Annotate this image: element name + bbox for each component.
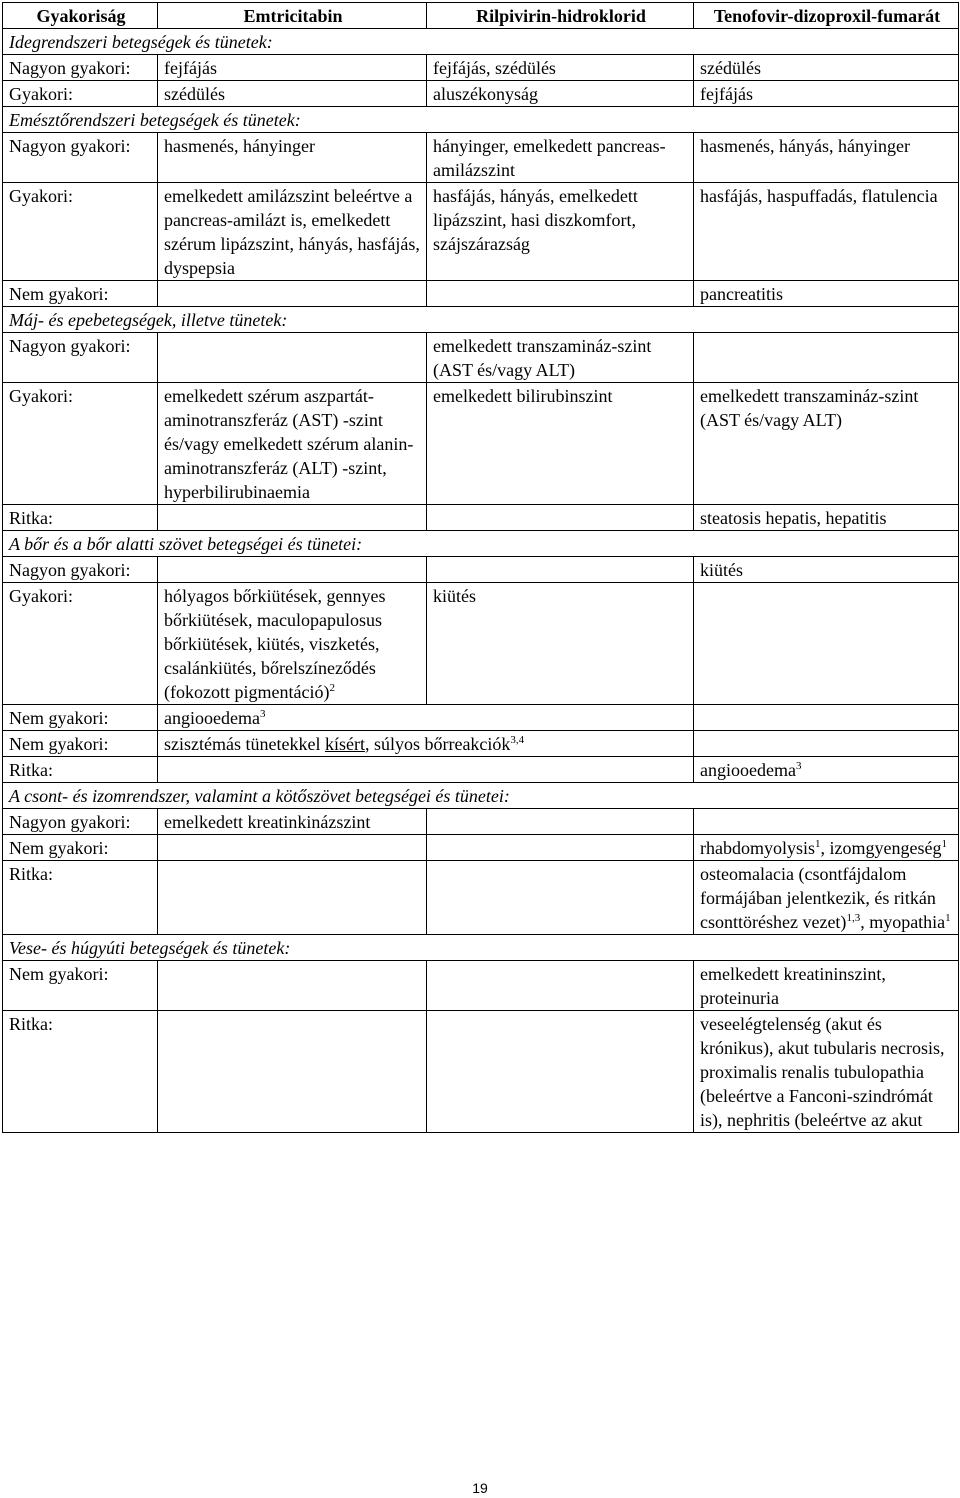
tenofovir-cell [694, 333, 959, 383]
rilpivirine-cell: hasfájás, hányás, emelkedett lipázszint, hasi diszkomfort, szájszárazság [427, 183, 694, 281]
section-gastrointestinal: Emésztőrendszeri betegségek és tünetek: [3, 107, 959, 133]
cell-text-underlined: kísért [324, 734, 365, 754]
footnote-ref: 1 [945, 912, 951, 924]
header-emtricitabine: Emtricitabin [158, 3, 427, 29]
tenofovir-cell: hasmenés, hányás, hányinger [694, 133, 959, 183]
emtricitabine-cell [158, 505, 427, 531]
section-renal: Vese- és húgyúti betegségek és tünetek: [3, 935, 959, 961]
tenofovir-cell [694, 809, 959, 835]
frequency-cell: Nem gyakori: [3, 835, 158, 861]
header-frequency: Gyakoriság [3, 3, 158, 29]
rilpivirine-cell [427, 961, 694, 1011]
emtricitabine-cell: emelkedett kreatinkinázszint [158, 809, 427, 835]
emtricitabine-cell: hasmenés, hányinger [158, 133, 427, 183]
emtricitabine-cell [158, 861, 427, 935]
table-row [3, 961, 959, 1011]
rilpivirine-cell: kiütés [427, 583, 694, 705]
frequency-cell: Gyakori: [3, 583, 158, 705]
table-row [3, 183, 959, 281]
frequency-cell: Ritka: [3, 505, 158, 531]
tenofovir-cell: steatosis hepatis, hepatitis [694, 505, 959, 531]
adverse-reactions-table [2, 2, 959, 1133]
frequency-cell: Nagyon gyakori: [3, 557, 158, 583]
cell-text: , myopathia [860, 912, 946, 932]
table-row [3, 861, 959, 935]
frequency-cell: Ritka: [3, 861, 158, 935]
emtricitabine-cell [158, 281, 427, 307]
tenofovir-cell [694, 757, 959, 783]
cell-text: angiooedema [700, 760, 796, 780]
rilpivirine-cell: emelkedett bilirubinszint [427, 383, 694, 505]
section-hepatobiliary: Máj- és epebetegségek, illetve tünetek: [3, 307, 959, 333]
section-row [3, 783, 959, 809]
footnote-ref: 3 [795, 760, 802, 772]
cell-text: angiooedema [164, 708, 260, 728]
emtricitabine-cell [158, 333, 427, 383]
frequency-cell: Gyakori: [3, 183, 158, 281]
table-row [3, 55, 959, 81]
tenofovir-cell [694, 705, 959, 731]
table-row [3, 731, 959, 757]
table-row [3, 705, 959, 731]
table-row [3, 505, 959, 531]
table-row [3, 1011, 959, 1133]
header-tenofovir: Tenofovir-dizoproxil-fumarát [694, 3, 959, 29]
tenofovir-cell: hasfájás, haspuffadás, flatulencia [694, 183, 959, 281]
section-row [3, 307, 959, 333]
emtricitabine-cell [158, 705, 694, 731]
table-row [3, 835, 959, 861]
emtricitabine-cell [158, 583, 427, 705]
cell-text: hólyagos bőrkiütések, gennyes bőrkiütések, maculopapulosus bőrkiütések, kiütés, viszketés, csalánkiütés, bőrelszíneződés (fokozott pigmentáció) [164, 586, 386, 702]
tenofovir-cell [694, 861, 959, 935]
rilpivirine-cell: aluszékonyság [427, 81, 694, 107]
section-musculoskeletal: A csont- és izomrendszer, valamint a kötőszövet betegségei és tünetei: [3, 783, 959, 809]
frequency-cell: Nem gyakori: [3, 731, 158, 757]
emtricitabine-cell: emelkedett amilázszint beleértve a pancreas-amilázt is, emelkedett szérum lipázszint, hányás, hasfájás, dyspepsia [158, 183, 427, 281]
tenofovir-cell: emelkedett kreatininszint, proteinuria [694, 961, 959, 1011]
footnote-ref: 2 [329, 682, 335, 694]
section-nervous-system: Idegrendszeri betegségek és tünetek: [3, 29, 959, 55]
frequency-cell: Nem gyakori: [3, 281, 158, 307]
tenofovir-cell: fejfájás [694, 81, 959, 107]
frequency-cell: Gyakori: [3, 81, 158, 107]
rilpivirine-cell [427, 1011, 694, 1133]
table-header-row [3, 3, 959, 29]
frequency-cell: Ritka: [3, 757, 158, 783]
emtricitabine-cell: szédülés [158, 81, 427, 107]
table-row [3, 333, 959, 383]
frequency-cell: Nagyon gyakori: [3, 809, 158, 835]
tenofovir-cell [694, 583, 959, 705]
section-row [3, 107, 959, 133]
tenofovir-cell: szédülés [694, 55, 959, 81]
header-rilpivirine: Rilpivirin-hidroklorid [427, 3, 694, 29]
footnote-ref: 1,3 [846, 912, 861, 924]
frequency-cell: Nagyon gyakori: [3, 55, 158, 81]
tenofovir-cell: emelkedett transzamináz-szint (AST és/vagy ALT) [694, 383, 959, 505]
emtricitabine-cell [158, 557, 427, 583]
section-row [3, 29, 959, 55]
footnote-ref: 3 [259, 708, 266, 720]
table-row [3, 133, 959, 183]
rilpivirine-cell: hányinger, emelkedett pancreas-amilázszint [427, 133, 694, 183]
table-row [3, 583, 959, 705]
frequency-cell: Gyakori: [3, 383, 158, 505]
tenofovir-cell: kiütés [694, 557, 959, 583]
table-row [3, 81, 959, 107]
emtricitabine-cell [158, 1011, 427, 1133]
section-skin: A bőr és a bőr alatti szövet betegségei és tünetei: [3, 531, 959, 557]
emtricitabine-cell: emelkedett szérum aszpartát-aminotranszferáz (AST) -szint és/vagy emelkedett szérum alanin-aminotranszferáz (ALT) -szint, hyperbilirubinaemia [158, 383, 427, 505]
cell-text: osteomalacia (csontfájdalom formájában jelentkezik, és ritkán csonttöréshez vezet) [700, 864, 936, 932]
section-row [3, 531, 959, 557]
tenofovir-cell: pancreatitis [694, 281, 959, 307]
frequency-cell: Ritka: [3, 1011, 158, 1133]
emtricitabine-cell [158, 731, 694, 757]
footnote-ref: 3,4 [510, 734, 525, 746]
tenofovir-cell [694, 835, 959, 861]
table-row [3, 809, 959, 835]
emtricitabine-cell [158, 835, 427, 861]
rilpivirine-cell: fejfájás, szédülés [427, 55, 694, 81]
cell-text: szisztémás tünetekkel [164, 734, 325, 754]
rilpivirine-cell [427, 861, 694, 935]
cell-text: rhabdomyolysis [700, 838, 815, 858]
cell-text: , izomgyengeség [820, 838, 942, 858]
footnote-ref: 1 [815, 838, 821, 850]
rilpivirine-cell [427, 557, 694, 583]
emtricitabine-cell: fejfájás [158, 55, 427, 81]
table-row [3, 281, 959, 307]
emtricitabine-cell [158, 961, 427, 1011]
rilpivirine-cell [427, 835, 694, 861]
frequency-cell: Nem gyakori: [3, 961, 158, 1011]
footnote-ref: 1 [941, 838, 947, 850]
page-number: 19 [472, 1480, 488, 1496]
frequency-cell: Nem gyakori: [3, 705, 158, 731]
cell-text: , súlyos bőrreakciók [364, 734, 511, 754]
frequency-cell: Nagyon gyakori: [3, 133, 158, 183]
section-row [3, 935, 959, 961]
table-row [3, 383, 959, 505]
emtricitabine-cell [158, 757, 694, 783]
table-row [3, 757, 959, 783]
rilpivirine-cell: emelkedett transzamináz-szint (AST és/vagy ALT) [427, 333, 694, 383]
tenofovir-cell [694, 731, 959, 757]
rilpivirine-cell [427, 281, 694, 307]
rilpivirine-cell [427, 809, 694, 835]
frequency-cell: Nagyon gyakori: [3, 333, 158, 383]
table-row [3, 557, 959, 583]
tenofovir-cell: veseelégtelenség (akut és krónikus), akut tubularis necrosis, proximalis renalis tubulopathia (beleértve a Fanconi-szindrómát is), nephritis (beleértve az akut [694, 1011, 959, 1133]
rilpivirine-cell [427, 505, 694, 531]
